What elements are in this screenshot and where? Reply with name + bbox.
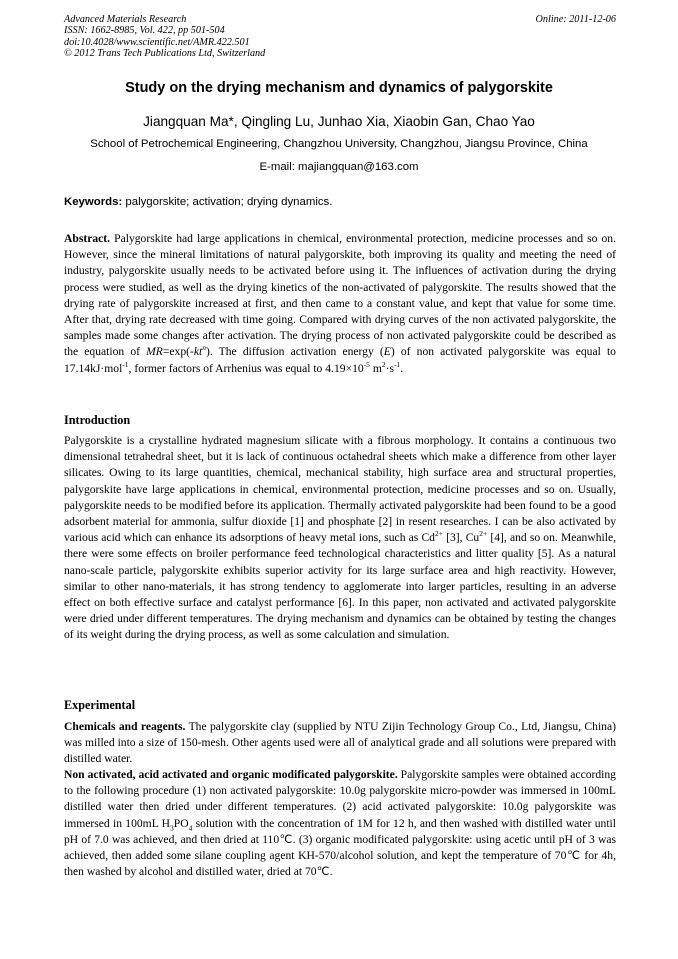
- keywords-text: palygorskite; activation; drying dynamics.: [122, 196, 333, 208]
- equation-exponent: n: [202, 343, 206, 353]
- activation-paragraph: [64, 767, 616, 880]
- abstract-text: ·s: [385, 361, 394, 375]
- intro-text: [4], and so on. Meanwhile, there were some effects on broiler performance feed technological characteristics and litter quality [5]. As a natural nano-scale particle, palygorskite exhibits superior activity for its large surface area and high reactivity. However, similar to other nano-materials, it has strong tendency to agglomerate into larger particles, resulting in an adverse effect on both effective surface and catalyst performance [6]. In this paper, non activated and activated palygorskite were dried under different temperatures. The drying mechanism and dynamics can be obtained by testing the changes of its weight during the drying process, as well as some calculation and simulation.: [64, 531, 616, 642]
- activation-text: Palygorskite samples were obtained according to the following procedure (1) non activated palygorskite: 10.0g palygorskite micro-powder was immersed in 100mL distilled water then dried under different temperatures. (2) acid activated palygorskite: 10.0g palygorskite was immersed in 100mL H: [64, 768, 616, 830]
- author-list: Jiangquan Ma*, Qingling Lu, Junhao Xia, Xiaobin Gan, Chao Yao: [143, 114, 535, 129]
- activation-text: solution with the concentration of 1M for 12 h, and then washed with distilled water until pH of 7.0 was achieved, and then dried at 110℃. (3) organic modificated palygorskite: using acetic until pH of 3 was achieved, then added some silane coupling agent KH-570/alcohol solution, and kept the temperature of 70℃ for 4h, then washed by alcohol and distilled water, dried at 70℃.: [64, 816, 616, 879]
- copyright-line: © 2012 Trans Tech Publications Ltd, Switzerland: [64, 47, 266, 59]
- chemicals-label: Chemicals and reagents.: [64, 720, 186, 733]
- abstract-paragraph: [64, 231, 616, 377]
- equation-mr: MR: [146, 345, 163, 359]
- paper-title: Study on the drying mechanism and dynamics of palygorskite: [125, 80, 553, 96]
- email-line: E-mail: majiangquan@163.com: [259, 161, 419, 173]
- issn-line: ISSN: 1662-8985, Vol. 422, pp 501-504: [64, 25, 225, 37]
- doi-line: doi:10.4028/www.scientific.net/AMR.422.501: [64, 36, 250, 48]
- subscript: 3: [170, 822, 174, 832]
- abstract-text: .: [400, 361, 404, 375]
- chemicals-paragraph: [64, 719, 616, 768]
- journal-name: Advanced Materials Research: [64, 14, 187, 25]
- superscript: 2: [381, 359, 386, 369]
- keywords-label: Keywords:: [64, 196, 123, 208]
- chemicals-text: The palygorskite clay (supplied by NTU Zijin Technology Group Co., Ltd, Jiangsu, China) was milled into a size of 150-mesh. Other agents used were all of analytical grade and all solutions were prepared with distilled water.: [64, 720, 616, 766]
- abstract-text: ). The diffusion activation energy (: [206, 345, 384, 359]
- superscript: -5: [363, 359, 370, 369]
- superscript: -1: [393, 359, 401, 369]
- keywords: [64, 196, 616, 208]
- intro-text: [3], Cu: [442, 531, 480, 545]
- superscript: 2+: [479, 529, 488, 539]
- equation-e: E: [383, 345, 391, 359]
- online-date: Online: 2011-12-06: [535, 14, 616, 25]
- abstract-text: m: [369, 361, 382, 375]
- introduction-paragraph: [64, 433, 616, 644]
- superscript: 2+: [434, 529, 443, 539]
- abstract-label: Abstract.: [64, 232, 111, 245]
- activation-label: Non activated, acid activated and organic modificated palygorskite.: [64, 768, 398, 781]
- affiliation: School of Petrochemical Engineering, Changzhou University, Changzhou, Jiangsu Province, China: [90, 138, 588, 150]
- abstract-text: Palygorskite had large applications in chemical, environmental protection, medicine processes and so on. However, since the mineral limitations of natural palygorskite, both improving its quality and meeting the need of industry, palygorskite usually needs to be activated before using it. The influences of activation during the drying process were studied, as well as the drying kinetics of the non-activated of palygorskite. The results showed that the drying rate of palygorskite increased at first, and then came to a constant value, and kept that value for some time. After that, drying rate decreased with time going. Compared with drying curves of the non activated palygorskite, the samples made some changes after activation. The drying process of non activated palygorskite could be described as the equation of: [64, 232, 616, 359]
- superscript: -1: [122, 359, 129, 369]
- experimental-heading: Experimental: [64, 698, 136, 712]
- subscript: 4: [188, 822, 193, 832]
- journal-header: [64, 14, 616, 59]
- abstract-text: , former factors of Arrhenius was equal to 4.19×10: [128, 361, 364, 375]
- abstract-text: ) of non activated palygorskite was equal to 17.14kJ·mol: [64, 345, 616, 375]
- introduction-heading: Introduction: [64, 413, 131, 427]
- equation-kt: kt: [193, 345, 203, 359]
- abstract-text: =exp(-: [162, 345, 194, 359]
- intro-text: Palygorskite is a crystalline hydrated magnesium silicate with a fibrous morphology. It contains a continuous two dimensional tetrahedral sheet, but it is lack of continuous octahedral sheets which make a difference from other layer silicates. Owing to its large quantities, chemical, mechanical stability, high surface area and structural properties, palygorskite have large applications in chemical, environmental protection, medicine processes and so on. Usually, palygorskite needs to be modified before its application. Thermally activated palygorskite had been found to be a good adsorbent material for ammonia, sulfur dioxide [1] and phosphate [2] in resent researches. I can be also activated by various acid which can enhance its adsorptions of heavy metal ions, such as Cd: [64, 434, 616, 545]
- activation-text: PO: [173, 816, 189, 830]
